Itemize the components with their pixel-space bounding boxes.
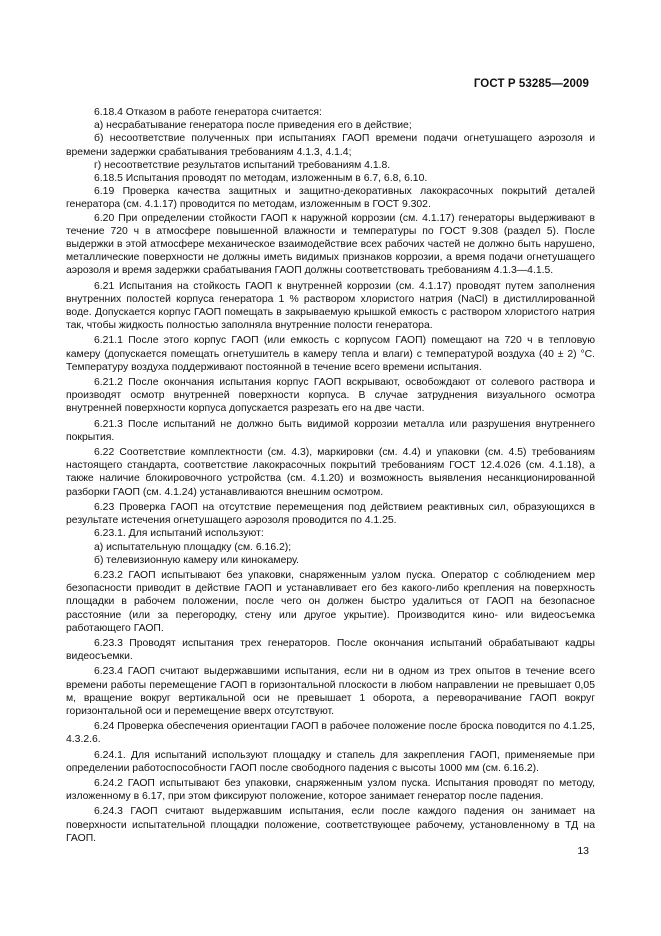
list-item-a: а) несрабатывание генератора после приведения его в действие; [94,120,412,132]
paragraph-6-24: 6.24 Проверка обеспечения ориентации ГАОП в рабочее положение после броска поводится по 4.1.25, 4.3.2.6. [66,721,595,746]
paragraph-6-20: 6.20 При определении стойкости ГАОП к наружной коррозии (см. 4.1.17) генераторы выдерживают в течение 720 ч в атмосфере повышенной влажности и температуры по ГОСТ 9.308 (раздел 5). После выдержки в этой атмосфере механическое взаимодействие всех рабочих частей не должно быть нарушено, металлические поверхности не должны иметь видимых признаков коррозии, а время подачи огнетушащего аэрозоля и время задержки срабатывания ГАОП должны соответствовать требованиям 4.1.3—4.1.5. [66,212,595,277]
paragraph-6-24-3: 6.24.3 ГАОП считают выдержавшим испытания, если после каждого падения он занимает на поверхности испытательной площадки положение, соответствующее рабочему, установленному в ТД на ГАОП. [66,806,595,844]
paragraph-6-19: 6.19 Проверка качества защитных и защитно-декоративных лакокрасочных покрытий деталей генератора (см. 4.1.17) проводится по методам, изложенным в ГОСТ 9.302. [66,186,595,211]
paragraph-6-21: 6.21 Испытания на стойкость ГАОП к внутренней коррозии (см. 4.1.17) проводят путем заполнения внутренних полостей корпуса генератора 1 % раствором хлористого натрия (NaCl) в дистиллированной воде. Допускается корпус ГАОП помещать в закрываемую крышкой емкость с раствором хлористого натрия так, чтобы жидкость полностью заполняла внутренние полости генератора. [66,280,595,332]
paragraph-6-23-1: 6.23.1. Для испытаний используют: [94,528,264,540]
paragraph-6-22: 6.22 Соответствие комплектности (см. 4.3), маркировки (см. 4.4) и упаковки (см. 4.5) требованиям настоящего стандарта, соответствие лакокрасочных покрытий требованиям ГОСТ 12.4.026 (см. 4.1.18), а также наличие блокировочного устройства (см. 4.1.20) и возможность выявления несанкционированной разборки ГАОП (см. 4.1.24) устанавливаются внешним осмотром. [66,447,595,498]
paragraph-6-24-1: 6.24.1. Для испытаний используют площадку и стапель для закрепления ГАОП, применяемые при определении работоспособности ГАОП после свободного падения с высоты 1000 мм (см. 6.16.2). [66,749,595,774]
paragraph-6-23-3: 6.23.3 Проводят испытания трех генераторов. После окончания испытаний обрабатывают кадры видеосъемки. [66,637,595,663]
page-number: 13 [577,845,589,857]
paragraph-6-18-4: 6.18.4 Отказом в работе генератора считается: [94,107,322,118]
paragraph-6-21-1: 6.21.1 После этого корпус ГАОП (или емкость с корпусом ГАОП) помещают на 720 ч в тепловую камеру (допускается помещать огнетушитель в камеру тепла и влаги) с температурой воздуха (40 ± 2) °С. Температуру воздуха поддерживают постоянной в течение всего времени испытания. [66,335,595,373]
list-item-b: б) несоответствие полученных при испытаниях ГАОП времени подачи огнетушащего аэрозоля и времени задержки срабатывания требованиям 4.1.3, 4.1.4; [66,133,595,158]
paragraph-6-23: 6.23 Проверка ГАОП на отсутствие перемещения под действием реактивных сил, образующихся в результате истечения огнетушащего аэрозоля проводится по 4.1.25. [66,501,595,527]
list-item-g: г) несоответствие результатов испытаний требованиям 4.1.8. [94,159,391,171]
paragraph-6-18-5: 6.18.5 Испытания проводят по методам, изложенным в 6.7, 6.8, 6.10. [94,173,428,185]
standard-code-header: ГОСТ Р 53285—2009 [473,78,589,90]
paragraph-6-24-2: 6.24.2 ГАОП испытывают без упаковки, снаряженным узлом пуска. Испытания проводят по методу, изложенному в 6.17, при этом фиксируют положение, которое занимает генератор после падения. [66,777,595,803]
list-item-b-2: б) телевизионную камеру или кинокамеру. [94,554,300,566]
list-item-a-2: а) испытательную площадку (см. 6.16.2); [94,541,292,553]
paragraph-6-23-4: 6.23.4 ГАОП считают выдержавшими испытания, если ни в одном из трех опытов в течение всего времени работы перемещение ГАОП в горизонтальной плоскости в любом направлении не превышает 0,05 м, вращение вокруг вертикальной оси не превышает 1 оборота, а переворачивание ГАОП вокруг горизонтальной оси и перемещение вверх отсутствуют. [66,666,595,717]
document-body [66,106,595,845]
paragraph-6-21-2: 6.21.2 После окончания испытания корпус ГАОП вскрывают, освобождают от солевого раствора и производят осмотр внутренней поверхности корпуса. В случае затруднения визуального осмотра внутренней поверхности корпуса допускается разрезать его на две части. [66,377,595,415]
paragraph-6-21-3: 6.21.3 После испытаний не должно быть видимой коррозии металла или разрушения внутреннего покрытия. [66,418,595,443]
paragraph-6-23-2: 6.23.2 ГАОП испытывают без упаковки, снаряженным узлом пуска. Оператор с соблюдением мер безопасности приводит в действие ГАОП и устанавливает его без какого-либо крепления на поверхность площадки в рабочем положении, после чего он должен быстро удалиться от ГАОП на безопасное расстояние (или за перегородку, стену или другое укрытие). Производится кино- или видеосъемка работающего ГАОП. [66,569,595,634]
